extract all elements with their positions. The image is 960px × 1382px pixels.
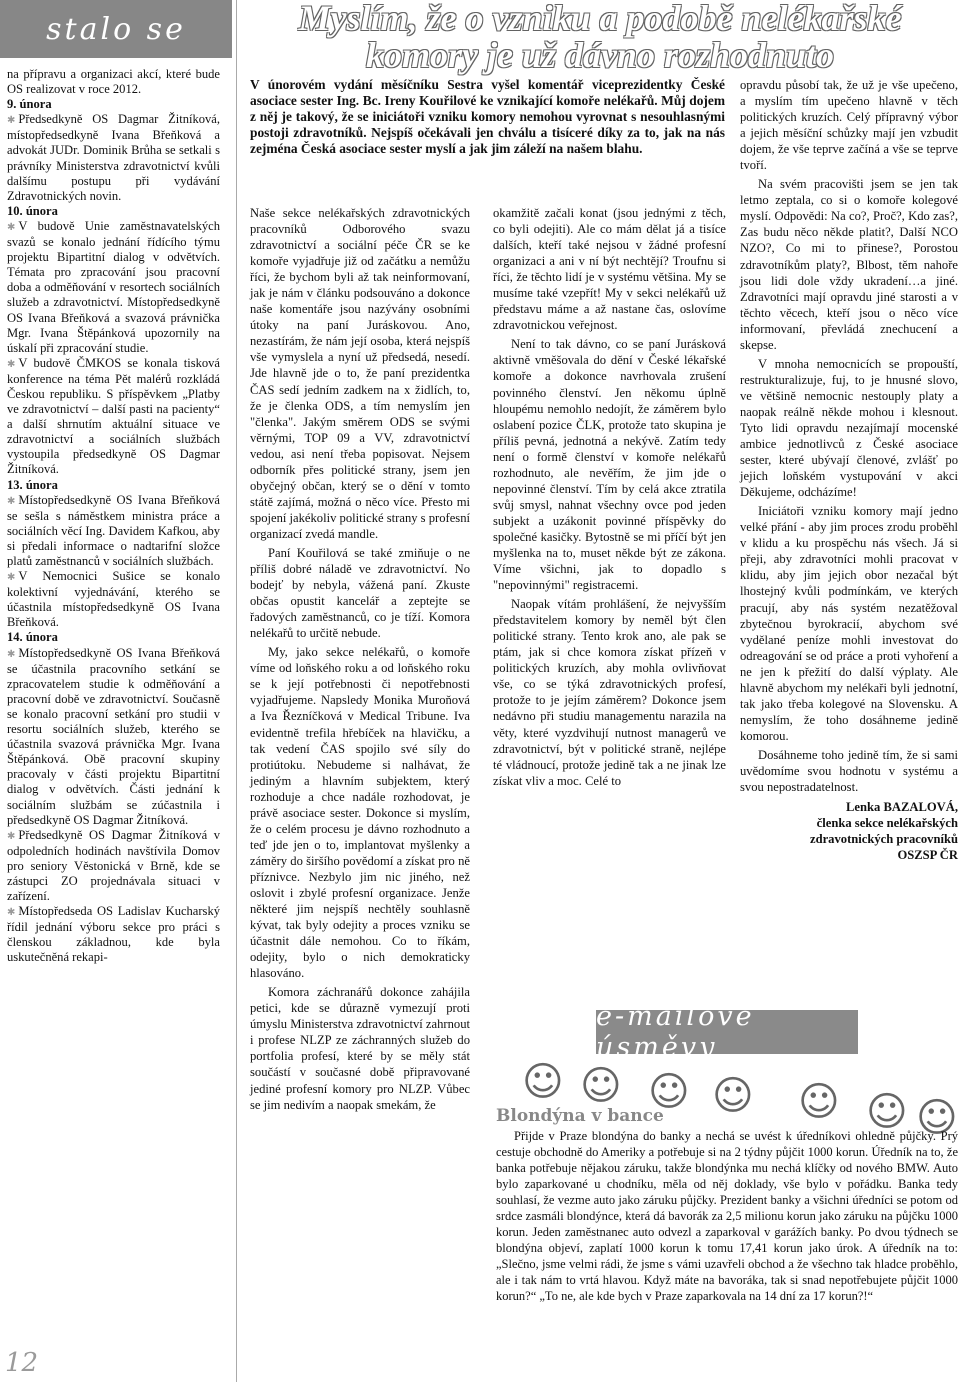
article-paragraph: Naše sekce nelékařských zdravotnických pracovníků Odborového svazu zdravotnictví a sociální péče ČR se ke komoře vyjadřuje již od začátku a nemůžu říci, že bychom byli až tak neinformovaní, jak je nám v článku podsouváno a dokonce naše komentáře jsou nazývány osobními útoky na paní Juráskovou. Ano, nezastírám, že nám její osoba, která nejspíš vše vymyslela a nyní už předsedá, nesedí. Jde hlavně jde o to, že paní prezidentka ČAS sedí jedním zadkem na x židlích, to, že je členka ODS, a tím nemyslím jen "členka". Jakým směrem ODS se svými věrnými, TOP 09 a VV, zdravotnictví vedou, asi není třeba popisovat. Nejsem odborník přes politické strany, jsem jen obyčejný občan, který se o dění v tomto státě zajímá, možná o něco více. Přesto mi spojení jakékoliv politické strany s profesní organizací zvedá mandle.: [250, 206, 470, 541]
smiley-icon: ☺: [712, 1073, 754, 1119]
article-paragraph: okamžitě začali konat (jsou jednými z těch, co byli odejiti). Ale co mám dělat já a tisíce dalších, kteří také nejsou v žádné profesní organizaci a ani v ní být nechtějí? Troufnu si říci, že těchto lidí je v systému většina. My se musíme také vzepřít! My v sekci nelékařů už představu máme a až nastane čas, oslovíme zdravotnickou veřejnost.: [493, 206, 726, 333]
column-divider: [236, 0, 237, 1382]
news-date: 10. února: [7, 203, 58, 218]
news-item-text: Místopředsedkyně OS Ivana Břeňková se sešla s náměstkem ministra práce a sociálních věcí Ing. Davidem Kafkou, aby si předali informace o nadtarifní složce platů zaměstnanců v sociálních službách.: [7, 492, 220, 568]
bullet-star-icon: ✱: [7, 495, 16, 507]
news-item-text: Místopředseda OS Ladislav Kucharský řídil jednání výboru sekce pro práci s členskou základnou, kde byla uskutečněná rekapi-: [7, 904, 220, 965]
news-item-text: Předsedkyně OS Dagmar Žitníková, místopředsedkyně Ivana Břeňková a advokát JUDr. Dominik Brůha se setkali s právníky Ministerstva zdravotnictví kvůli dalšímu postupu při vydávání Zdravotnických novin.: [7, 112, 220, 203]
signature-line: členka sekce nelékařských: [816, 816, 958, 831]
news-item: [7, 356, 220, 478]
smiley-icon: ☺: [580, 1063, 622, 1109]
bullet-star-icon: ✱: [7, 572, 16, 584]
bullet-star-icon: ✱: [7, 358, 16, 370]
news-item-text: V budově Unie zaměstnavatelských svazů se konalo jednání řídícího týmu projektu Bipartitní dialog v odvětvích. Témata pro zpracování jsou pracovní doba a odměňování v resortech sociálních služeb a zdravotnictví. Místopředsedkyně OS Ivana Břeňková a svazová právnička Mgr. Ivana Štěpánková upozornily na úskalí při zpracování studie.: [7, 218, 220, 355]
bullet-star-icon: ✱: [7, 907, 16, 919]
smiley-icon: ☺: [916, 1095, 958, 1141]
signature-line: OSZSP ČR: [897, 848, 958, 863]
smiley-icon: ☺: [798, 1079, 840, 1125]
news-item: [7, 828, 220, 904]
news-item: [7, 904, 220, 965]
bullet-star-icon: ✱: [7, 115, 16, 127]
article-paragraph: Komora záchranářů dokonce zahájila petici, kde se důrazně vymezují proti úmyslu Ministerstva zdravotnictví zahrnout i profese NLZP ze záchranných služeb do portfolia profesí, které by se měly stát součástí v současné době připravované jediné profesní komory pro NLZP. Vůbec se jim nedivím a naopak smekám, že: [250, 985, 470, 1112]
signature-line: Lenka BAZALOVÁ,: [846, 800, 958, 815]
news-item-text: Předsedkyně OS Dagmar Žitníková v odpoledních hodinách navštívila Domov pro seniory Věstonická v Brně, kde se zástupci ZO projednávala situaci v zařízení.: [7, 827, 220, 904]
news-item: [7, 493, 220, 569]
author-signature: [740, 799, 958, 863]
article-paragraph: Dosáhneme toho jedině tím, že si sami uvědomíme svou hodnotu v systému a svou nepostradatelnost.: [740, 747, 958, 795]
article-paragraph: My, jako sekce nelékařů, o komoře víme od loňského roku a od loňského roku se k její potřebnosti či nepotřebnosti vyjadřujeme. Napsledy Monika Muroňová a Iva Řezníčková v Medical Tribune. Iva evidentně trefila hřebíček na hlavičku, a tak vedení ČAS spojilo své síly do protiútoku. Nebudeme si nalhávat, že jediným a hlavním subjektem, který rozhoduje a chce nadále rozhodovat, je právě asociace sester. Dokonce si myslím, že o celém procesu je dávno rozhodnuto a teď jde jen o to, implantovat myšlenky a záměry do širšího povědomí a získat pro ně příznivce. Nezbylo jim nic jiného, než oslovit i zbylé profesní organizace. Jenže některé jim nejspíš nechtěly souhlasně kývat, tak byly odejity a proces vzniku se účastnit dále nemohou. Co to říkám, odejity, bylo o nich demokraticky hlasováno.: [250, 645, 470, 981]
humor-banner-title: e-mailové úsměvy: [596, 1001, 755, 1063]
section-banner: [0, 0, 232, 58]
news-item-text: Místopředsedkyně OS Ivana Břeňková se účastnila pracovního setkání se zpracovatelem studie k odměňování a pracovní době ve zdravotnictví. Současně se konalo pracovní setkání pro studii v resortu sociálních služeb, kterého se účastnila svazová právnička Mgr. Ivana Štěpánková. Obě pracovní skupiny pracovaly v části projektu Bipartitní dialog v odvětvích. Části jednání k sociálním službám se zúčastnila i předsedkyně OS Dagmar Žitníková.: [7, 645, 220, 827]
smiley-icon: ☺: [866, 1089, 908, 1135]
article-paragraph: V mnoha nemocnicích se propouští, restrukturalizuje, fuj, to je hnusné slovo, ve většině nemocnic nestouply platy a naopak reálně někde mohou i klesnout. Tyto lidi opravdu nezajímají mocenské ambice jednotlivců z České asociace sester, které ubývají členové, zvlášť po jejich loňském vystupování v akci Děkujeme, odcházíme!: [740, 356, 958, 500]
article-paragraph: opravdu působí tak, že už je vše upečeno, a myslím tím upečeno hlavně v těch politických kruzích. Celý přípravný výbor a jejich měsíční schůzky mají jen vzbudit dojem, že vše teprve začíná a vše se teprve tvoří.: [740, 78, 958, 173]
article-column-1: [250, 205, 470, 1113]
signature-line: zdravotnických pracovníků: [810, 832, 958, 847]
news-item-text: V budově ČMKOS se konala tisková konference na téma Pět malérů rozkládá Českou republiku. S příspěvkem „Platby ve zdravotnictví – další pasti na pacienty“ a další shrnutím aktuální situace ve zdravotnictví a sociálních službách vystoupila předsedkyně OS Dagmar Žitníková.: [7, 355, 220, 477]
article-column-2: [493, 205, 726, 789]
news-item-text: V Nemocnici Sušice se konalo kolektivní vyjednávání, kterého se účastnila místopředsedkyně OS Ivana Břeňková.: [7, 569, 220, 630]
joke-text: Přijde v Praze blondýna do banky a nechá se uvést k úředníkovi ohledně půjčky. Prý cestuje obchodně do Ameriky a potřebuje si na 2 týdny půjčit 1000 korun. Úředník na to, že banka potřebuje nějakou záruku, takže blondýnka mu nechá klíčky od nového BMW. Auto bylo zaparkované u chodníku, měla od něj doklady, vše bylo v pořádku. Banka tedy souhlasí, že vezme auto jako záruku půjčky. Prezident banky a všichni úředníci se potom od srdce zasmáli blondýnce, která dá bavorák za 2,5 milionu korun jako záruku na půjčku 1000 korun. Jeden zaměstnanec auto odvezl a zaparkoval v garážích banky. Po dvou týdnech se blondýna objeví, zaplatí 1000 korun k tomu 17,41 korun jako úrok. A úředník na to: „Slečno, jsme velmi rádi, že jsme s vámi uzavřeli obchod a že všechno tak hladce proběhlo, ale i tak nám to vrtá hlavou. Když máte na bavoráka, tak si snad nepotřebujete půjčit 1000 korun?“ „To ne, ale kde bych v Praze zaparkovala na 14 dní za 17 korun?!“: [496, 1129, 958, 1303]
news-item: [7, 219, 220, 356]
section-title: stalo se: [46, 11, 186, 47]
news-list: [0, 58, 232, 966]
humor-banner: [596, 1001, 858, 1063]
bullet-star-icon: ✱: [7, 830, 16, 842]
article-paragraph: Paní Kouřilová se také zmiňuje o ne příliš dobré náladě ve zdravotnictví. No bodejť by nebyla, vážená paní. Zkuste občas opustit kancelář a zeptejte se řadových zaměstnanců, co je tíží. Komora nelékařů to určitě nebude.: [250, 545, 470, 641]
news-date: 9. února: [7, 97, 52, 112]
bullet-star-icon: ✱: [7, 648, 16, 660]
article-column-3: [740, 77, 958, 863]
page-number: 12: [5, 1348, 39, 1378]
smiley-icon: ☺: [522, 1059, 564, 1105]
news-item: [7, 112, 220, 204]
article-paragraph: Není to tak dávno, co se paní Jurásková aktivně vměšovala do dění v České lékařské komoře a dokonce navrhovala zrušení povinného členství. Jen někomu úplně hloupému nemohlo nedojít, že záměrem bylo oslabení pozice ČLK, protože tato skupina je příliš pevná, jednotná a nekývě. Zatím tedy není o formě členství v komoře nelékařů rozhodnuto, ale nevěřím, že jim jde o nepovinné členství. Tím by celá akce ztratila svůj smysl, nahnat všechny ovce pod jeden subjekt a uzákonit povinné příspěvky do společné kasičky. Bytostně se mi příčí být jen myšlenka na to, muset někde být ze zákona. Víme všichni, jak to dopadlo s "nepovinnými" registracemi.: [493, 337, 726, 593]
news-item-text: na přípravu a organizaci akcí, které bude OS realizovat v roce 2012.: [7, 67, 220, 97]
article-paragraph: Iniciátoři vzniku komory mají jedno velké přání - aby jim proces zrodu proběhl v klidu a ku prospěchu nás všech. Já si přeji, aby zdravotníci mohli pracovat v klidu, aby jim jejich obor nezačal být lhostejný kvůli podmínkám, ve kterých pracují, aby nás systém nezatěžoval zbytečnou byrokracií, abychom své vydělané peníze mohli investovat do odreagování se od práce a proti vyhoření a ne jen k přežití do další výplaty. Ale hlavně abychom my nelékaři byli jednotní, tak jako třeba kolegové na Slovensku. A nemyslím, že toho dosáhneme jedině komorou.: [740, 504, 958, 743]
bullet-star-icon: ✱: [7, 221, 16, 233]
article-column-3-text: [740, 77, 958, 795]
joke-title: Blondýna v bance: [496, 1106, 664, 1126]
news-item: [7, 646, 220, 828]
news-date: 14. února: [7, 630, 58, 645]
article-lead: V únorovém vydání měsíčníku Sestra vyšel komentář viceprezidentky České asociace sester Ing. Bc. Ireny Kouřilové ke vznikající komoře nelékařů. Můj dojem z něj je takový, že se iniciátoři vzniku komory nemohou vyrovnat s nesouhlasnými postoji zdravotníků. Nejspíš očekávali jen chválu a tisíceré díky za to, jak na nás zejména Česká asociace sester myslí a jak jim záleží na našem blahu.: [250, 77, 725, 156]
news-item: [7, 67, 220, 97]
article-paragraph: Naopak vítám prohlášení, že nejvyšším představitelem komory by neměl být člen politické strany. Tento krok ano, ale pak se ptám, jak si chce komora získat přízeň v politických kruzích, aby mohla ovlivňovat vše, co se týká zdravotnických profesí, protože to je jejím záměrem? Dokonce jsem nedávno při studiu managementu narazila na věty, které vyzdvihují nutnost managerů ve zdravotnictví, být v politické straně, nejlépe té vládnoucí, protože jedině tak a ne jinak lze získat vliv a moc. Celé to: [493, 597, 726, 788]
news-item: [7, 569, 220, 630]
news-date: 13. února: [7, 477, 58, 492]
article-paragraph: Na svém pracovišti jsem se jen tak letmo zeptala, co si o komoře kolegové myslí. Odpovědi: Na co?, Proč?, Kdo zas?, Zas budu něco někde platit?, Další NCO NZO?, Co mi to přinese?, Porostou zdravotníkům platy?, Blbost, těm nahoře jsou lidi dole vždy ukradení…a jiné. Zdravotníci mají opravdu jiné starosti a v těchto věcech, kteří jsou o něco více informovaní, převládá znechucení a skepse.: [740, 177, 958, 352]
smiley-icon: ☺: [648, 1069, 690, 1115]
news-column: [0, 0, 232, 1382]
article-headline: Myslím, že o vzniku a podobě nelékařské komory je už dávno rozhodnuto: [298, 0, 902, 75]
